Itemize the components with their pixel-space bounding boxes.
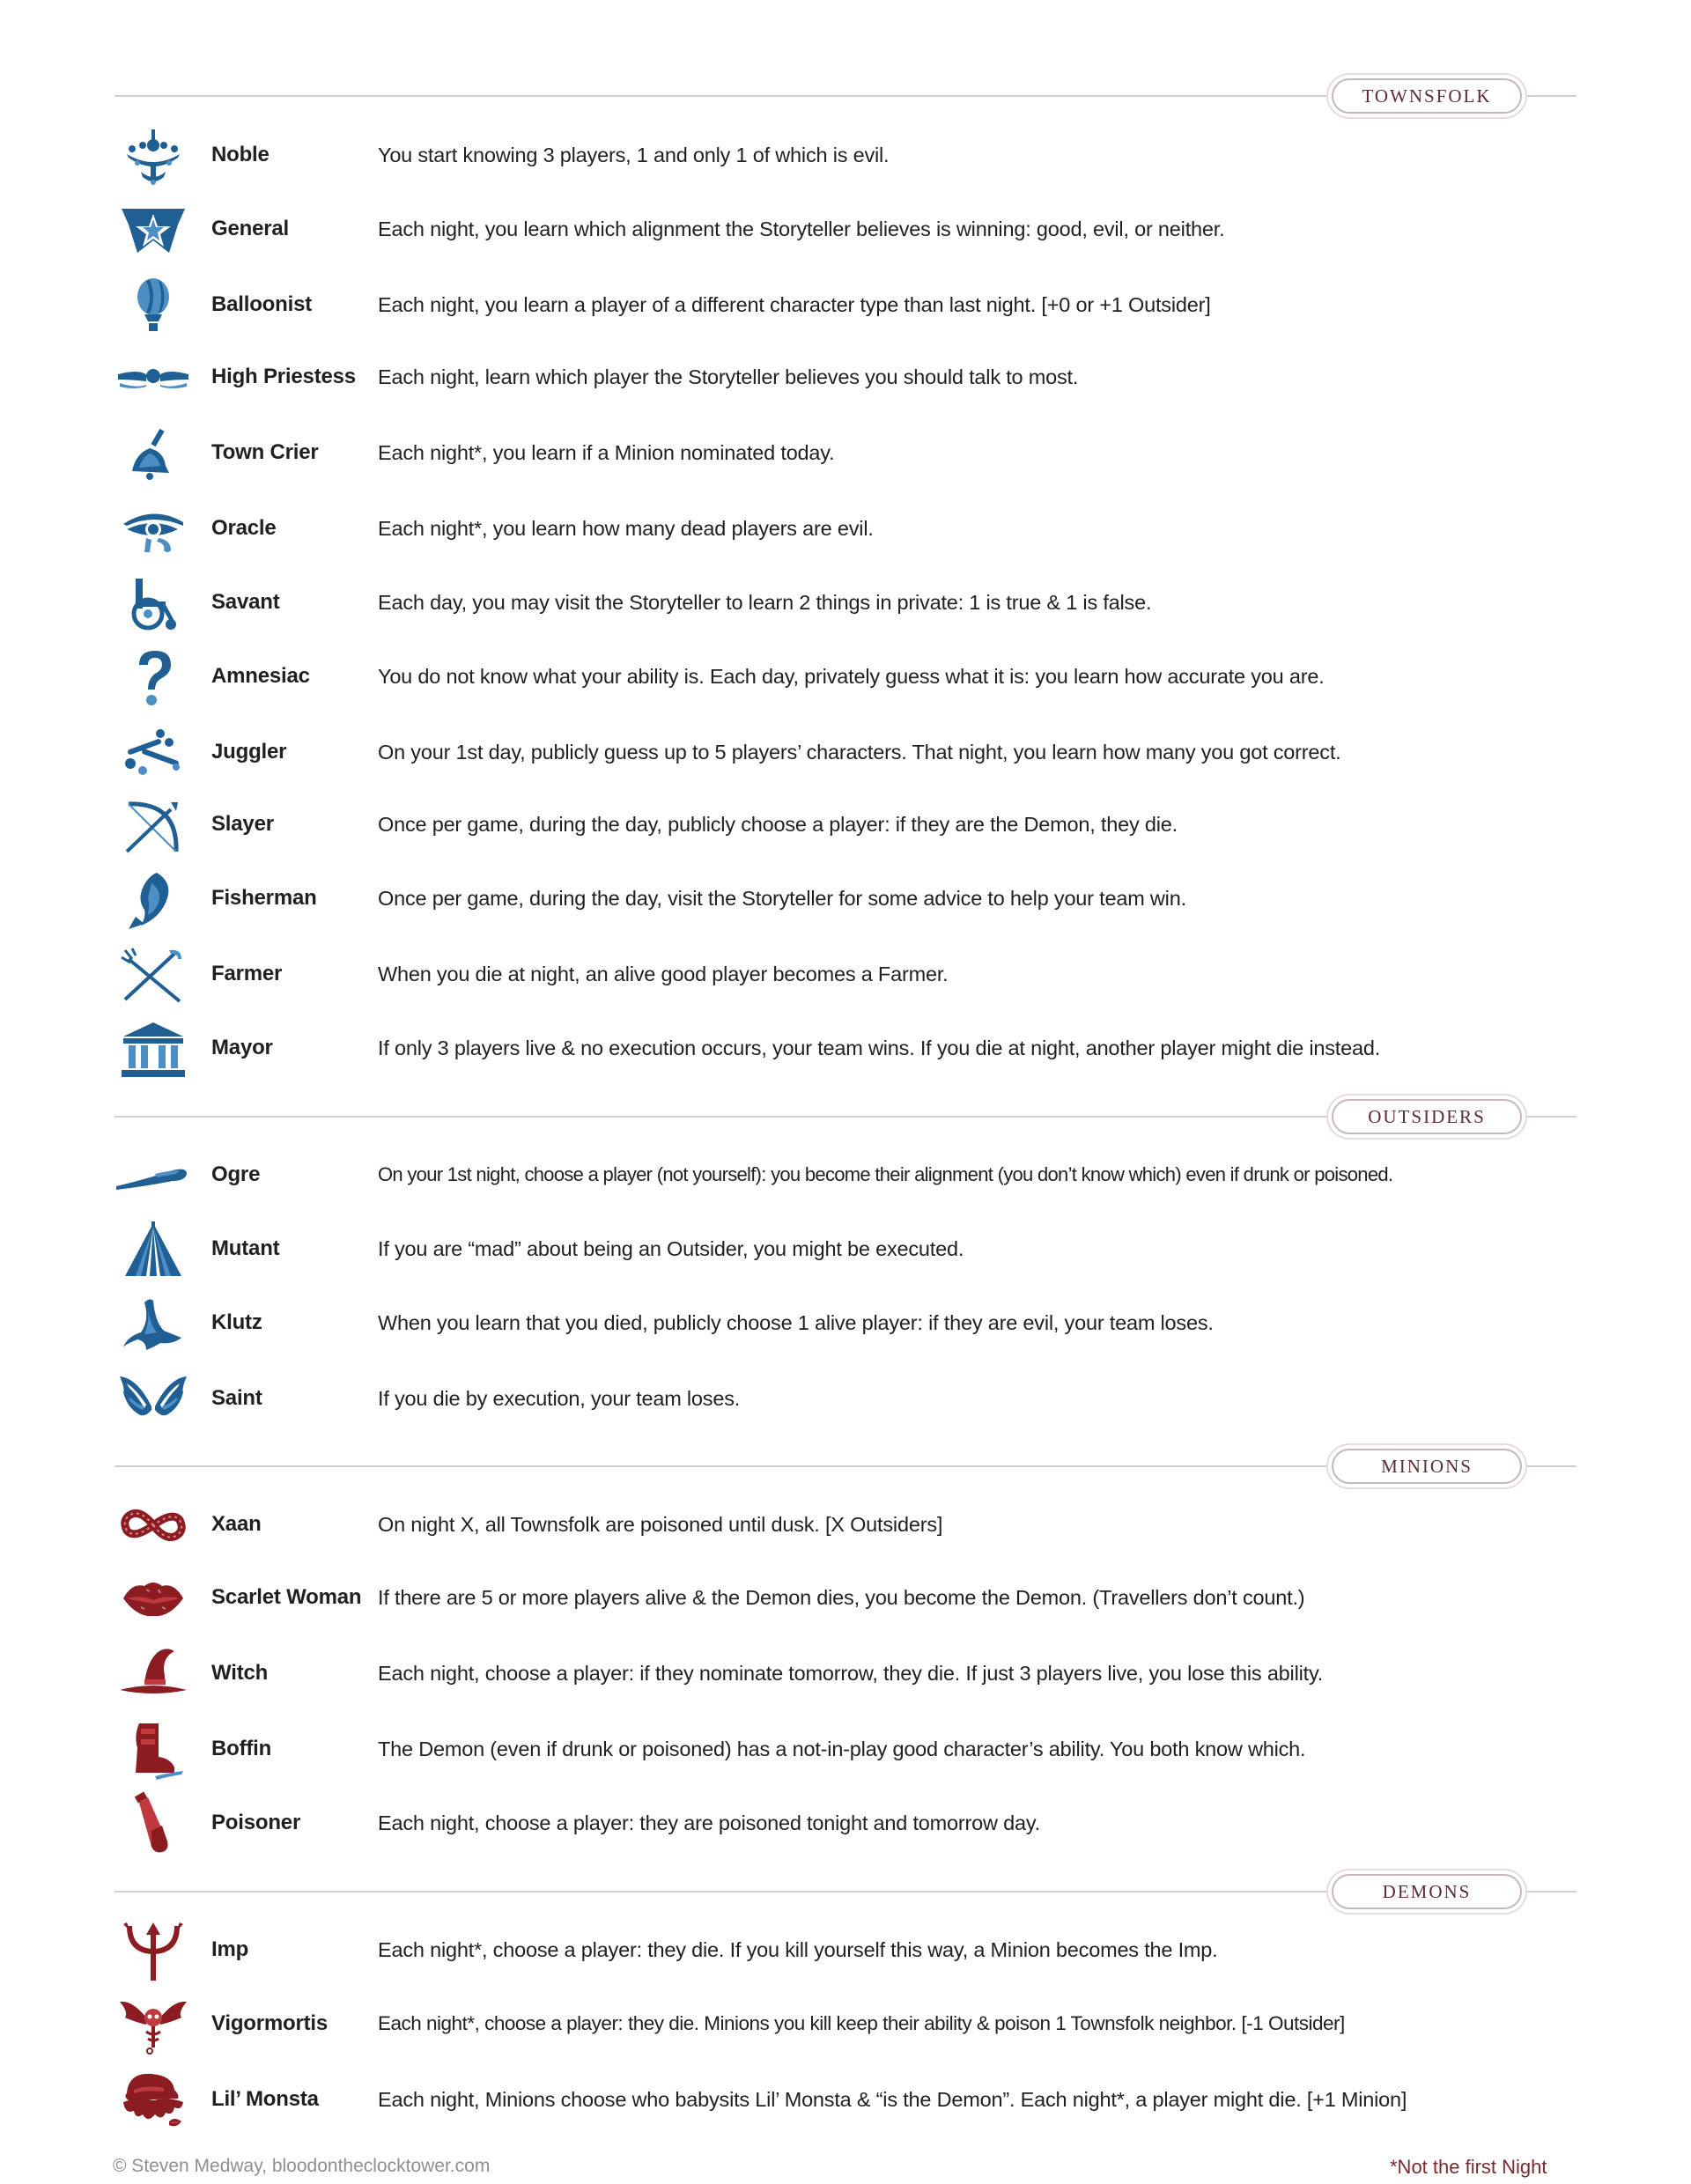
character-name: Noble	[211, 143, 270, 166]
character-ability: You do not know what your ability is. Each day, privately guess what it is: you learn how accurate you are.	[378, 665, 1325, 688]
chandelier-icon	[114, 130, 192, 183]
winged-crown-icon	[114, 352, 192, 405]
character-ability: When you die at night, an alive good player becomes a Farmer.	[378, 963, 949, 985]
character-ability: If you die by execution, your team loses.	[378, 1387, 741, 1410]
infinity-icon	[114, 1500, 192, 1553]
first-night-note: *Not the first Night	[1390, 2156, 1547, 2178]
juggling-pins-icon	[114, 727, 192, 780]
circus-tent-icon	[114, 1224, 192, 1277]
character-ability: Once per game, during the day, visit the Storyteller for some advice to help your team win.	[378, 887, 1186, 910]
character-row-juggler	[0, 727, 1691, 780]
town-hall-icon	[114, 1023, 192, 1076]
boot-icon	[114, 1724, 192, 1777]
character-ability: On your 1st day, publicly guess up to 5 players’ characters. That night, you learn how many you got correct.	[378, 741, 1341, 764]
character-ability: When you learn that you died, publicly choose 1 alive player: if they are evil, your team loses.	[378, 1311, 1214, 1334]
wheelchair-icon	[114, 578, 192, 631]
outsiders-section-header: OUTSIDERS	[1332, 1099, 1522, 1134]
character-row-xaan	[0, 1500, 1691, 1553]
character-name: Farmer	[211, 962, 283, 985]
character-row-poisoner	[0, 1798, 1691, 1851]
character-row-witch	[0, 1649, 1691, 1701]
character-row-general	[0, 204, 1691, 257]
character-name: Oracle	[211, 516, 277, 540]
club-icon	[114, 1150, 192, 1203]
character-ability: Each night, choose a player: they are poisoned tonight and tomorrow day.	[378, 1811, 1041, 1834]
fish-icon	[114, 874, 192, 926]
character-row-mutant	[0, 1224, 1691, 1277]
character-row-klutz	[0, 1298, 1691, 1351]
star-insignia-icon	[114, 204, 192, 257]
character-ability: If only 3 players live & no execution occurs, your team wins. If you die at night, another player might die instead.	[378, 1037, 1381, 1059]
bell-icon	[114, 428, 192, 481]
townsfolk-section-header: TOWNSFOLK	[1332, 78, 1522, 114]
character-row-lil-monsta	[0, 2075, 1691, 2128]
character-row-boffin	[0, 1724, 1691, 1777]
character-ability: Each night*, you learn how many dead players are evil.	[378, 517, 874, 540]
balloon-icon	[114, 280, 192, 333]
character-name: Klutz	[211, 1310, 262, 1334]
character-row-high-priestess	[0, 352, 1691, 405]
vial-icon	[114, 1798, 192, 1851]
character-name: Savant	[211, 590, 280, 614]
character-ability: Each night, you learn a player of a different character type than last night. [+0 or +1 Outsider]	[378, 293, 1211, 316]
character-name: Balloonist	[211, 292, 313, 316]
character-ability: Each night*, you learn if a Minion nominated today.	[378, 441, 835, 464]
winged-skull-icon	[114, 1999, 192, 2052]
trident-icon	[114, 1925, 192, 1978]
character-row-scarlet-woman	[0, 1573, 1691, 1626]
character-name: Mayor	[211, 1036, 273, 1059]
character-ability: If you are “mad” about being an Outsider, you might be executed.	[378, 1237, 964, 1260]
character-name: Vigormortis	[211, 2011, 329, 2035]
character-ability: On your 1st night, choose a player (not yourself): you become their alignment (you don’t know which) even if drunk or poisoned.	[378, 1163, 1393, 1185]
character-ability: Each night*, choose a player: they die. Minions you kill keep their ability & poison 1 Townsfolk neighbor. [-1 Outsider]	[378, 2012, 1345, 2034]
demons-section-header: DEMONS	[1332, 1874, 1522, 1909]
character-row-amnesiac	[0, 652, 1691, 705]
octopus-hat-icon	[114, 2075, 192, 2128]
banana-peel-icon	[114, 1298, 192, 1351]
pitchfork-icon	[114, 949, 192, 1002]
character-row-oracle	[0, 504, 1691, 557]
character-ability: You start knowing 3 players, 1 and only 1 of which is evil.	[378, 144, 890, 166]
character-name: Scarlet Woman	[211, 1585, 362, 1609]
character-ability: Each night, Minions choose who babysits Lil’ Monsta & “is the Demon”. Each night*, a player might die. [+1 Minion]	[378, 2088, 1407, 2111]
character-ability: The Demon (even if drunk or poisoned) has a not-in-play good character’s ability. You both know which.	[378, 1738, 1306, 1760]
character-name: Lil’ Monsta	[211, 2087, 319, 2111]
character-name: Fisherman	[211, 886, 317, 910]
character-ability: If there are 5 or more players alive & the Demon dies, you become the Demon. (Travellers don’t count.)	[378, 1586, 1305, 1609]
character-row-vigormortis	[0, 1999, 1691, 2052]
character-row-noble	[0, 130, 1691, 183]
character-name: Xaan	[211, 1512, 262, 1536]
character-row-slayer	[0, 800, 1691, 852]
character-row-town-crier	[0, 428, 1691, 481]
character-name: Slayer	[211, 812, 274, 836]
character-row-balloonist	[0, 280, 1691, 333]
character-ability: Each day, you may visit the Storyteller to learn 2 things in private: 1 is true & 1 is false.	[378, 591, 1152, 614]
angel-wings-icon	[114, 1374, 192, 1427]
bow-and-arrow-icon	[114, 800, 192, 852]
character-name: Saint	[211, 1386, 262, 1410]
witch-hat-icon	[114, 1649, 192, 1701]
character-name: Imp	[211, 1937, 249, 1961]
character-name: Boffin	[211, 1737, 272, 1760]
character-name: Poisoner	[211, 1811, 301, 1834]
character-name: Town Crier	[211, 440, 319, 464]
character-ability: Each night, you learn which alignment the Storyteller believes is winning: good, evil, or neither.	[378, 218, 1225, 240]
character-name: General	[211, 217, 289, 240]
eye-of-horus-icon	[114, 504, 192, 557]
question-mark-icon	[114, 652, 192, 705]
character-row-saint	[0, 1374, 1691, 1427]
character-ability: Once per game, during the day, publicly choose a player: if they are the Demon, they die.	[378, 813, 1178, 836]
character-name: High Priestess	[211, 365, 356, 388]
character-name: Juggler	[211, 740, 287, 764]
character-row-fisherman	[0, 874, 1691, 926]
character-ability: Each night, choose a player: if they nominate tomorrow, they die. If just 3 players live, you lose this ability.	[378, 1662, 1324, 1685]
character-row-farmer	[0, 949, 1691, 1002]
lips-icon	[114, 1573, 192, 1626]
character-row-imp	[0, 1925, 1691, 1978]
character-name: Witch	[211, 1661, 269, 1685]
minions-section-header: MINIONS	[1332, 1449, 1522, 1484]
character-name: Amnesiac	[211, 664, 310, 688]
character-ability: On night X, all Townsfolk are poisoned until dusk. [X Outsiders]	[378, 1513, 943, 1536]
character-row-ogre	[0, 1150, 1691, 1203]
character-ability: Each night*, choose a player: they die. If you kill yourself this way, a Minion becomes the Imp.	[378, 1938, 1218, 1961]
character-name: Mutant	[211, 1236, 280, 1260]
character-name: Ogre	[211, 1162, 261, 1186]
copyright-text: © Steven Medway, bloodontheclocktower.com	[113, 2156, 491, 2176]
character-row-savant	[0, 578, 1691, 631]
character-row-mayor	[0, 1023, 1691, 1076]
character-ability: Each night, learn which player the Storyteller believes you should talk to most.	[378, 365, 1079, 388]
